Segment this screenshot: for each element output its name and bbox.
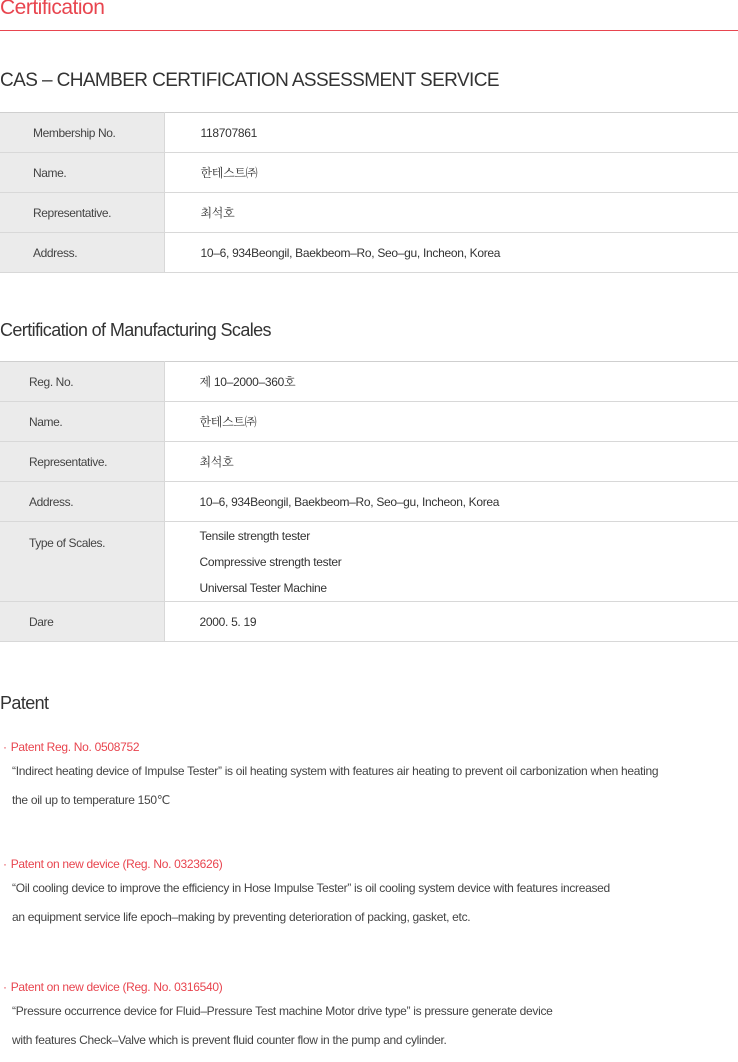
row-value: 한테스트㈜ [164,402,738,442]
row-label: Dare [0,602,164,642]
row-label: Membership No. [0,113,164,153]
patent-title [3,854,738,874]
patent-title-text: Patent on new device (Reg. No. 0323626) [10,857,223,871]
table-row [0,113,738,153]
row-label: Address. [0,233,164,273]
patent-title-text: Patent Reg. No. 0508752 [10,740,140,754]
row-value: 제 10–2000–360호 [164,362,738,402]
row-value: 최석호 [164,193,738,233]
table-row [0,233,738,273]
row-value: 118707861 [164,113,738,153]
patent-heading: Patent [0,693,49,713]
scale-item: Compressive strength tester [199,554,342,569]
manufacturing-heading: Certification of Manufacturing Scales [0,320,271,340]
title-divider [0,30,738,31]
page-title: Certification [0,0,105,19]
bullet: · [3,857,7,871]
patent-desc-line: “Pressure occurrence device for Fluid–Pressure Test machine Motor drive type” is pressure generate device [12,1004,553,1018]
table-row [0,153,738,193]
row-label: Type of Scales. [0,522,164,602]
row-value: 2000. 5. 19 [164,602,738,642]
table-row [0,442,738,482]
table-row [0,362,738,402]
table-row [0,482,738,522]
patent-title [3,737,738,757]
patent-item [0,737,738,815]
patent-description [0,874,738,932]
table-row-scales [0,522,738,602]
patent-item [0,854,738,932]
table-row [0,402,738,442]
row-label: Name. [0,402,164,442]
row-label: Representative. [0,193,164,233]
patent-title-text: Patent on new device (Reg. No. 0316540) [10,980,223,994]
manufacturing-table [0,361,738,642]
cas-table [0,112,738,273]
patent-title [3,977,738,997]
cas-heading: CAS – CHAMBER CERTIFICATION ASSESSMENT SERVICE [0,70,499,91]
table-row [0,602,738,642]
patent-item [0,977,738,1055]
row-value: 최석호 [164,442,738,482]
row-label: Address. [0,482,164,522]
row-label: Name. [0,153,164,193]
row-label: Reg. No. [0,362,164,402]
patent-desc-line: the oil up to temperature 150℃ [12,793,170,807]
patent-desc-line: with features Check–Valve which is prevent fluid counter flow in the pump and cylinder. [12,1033,447,1047]
patent-description [0,757,738,815]
bullet: · [3,980,7,994]
patent-description [0,997,738,1055]
patent-desc-line: “Indirect heating device of Impulse Tester” is oil heating system with features air heating to prevent oil carbonization when heating [12,764,659,778]
table-row [0,193,738,233]
scales-list [164,522,738,602]
bullet: · [3,740,7,754]
patent-desc-line: “Oil cooling device to improve the efficiency in Hose Impulse Tester” is oil cooling system device with features increased [12,881,610,895]
patent-desc-line: an equipment service life epoch–making by preventing deterioration of packing, gasket, etc. [12,910,471,924]
row-value: 10–6, 934Beongil, Baekbeom–Ro, Seo–gu, Incheon, Korea [164,233,738,273]
row-value: 한테스트㈜ [164,153,738,193]
scale-item: Universal Tester Machine [199,580,327,595]
row-label: Representative. [0,442,164,482]
row-value: 10–6, 934Beongil, Baekbeom–Ro, Seo–gu, Incheon, Korea [164,482,738,522]
scale-item: Tensile strength tester [199,528,310,543]
